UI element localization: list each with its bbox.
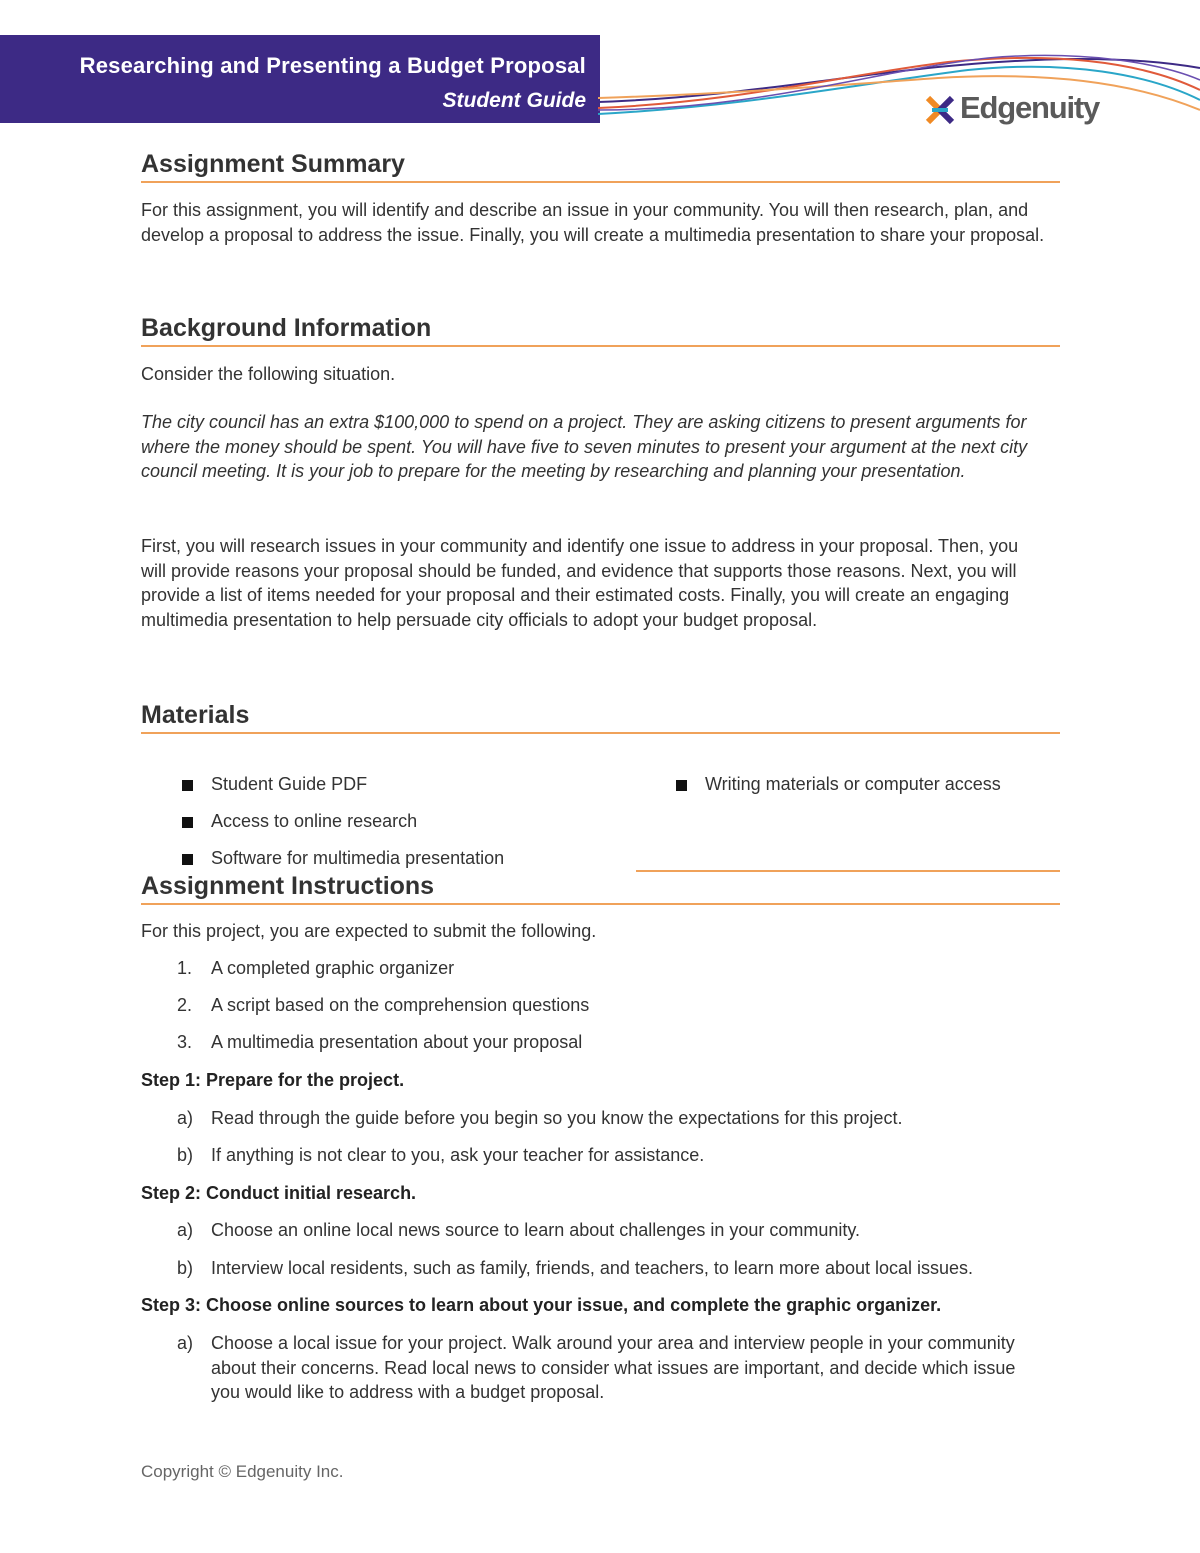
list-item: 2. A script based on the comprehension questions (177, 995, 590, 1015)
section-heading-background: Background Information (141, 314, 1060, 347)
step-3-title: Step 3: Choose online sources to learn about your issue, and complete the graphic organizer. (141, 1295, 942, 1315)
list-item: Software for multimedia presentation (182, 848, 504, 869)
list-item: 1. A completed graphic organizer (177, 958, 455, 978)
section-heading-instructions: Assignment Instructions (141, 872, 1060, 905)
background-body: First, you will research issues in your community and identify one issue to address in your proposal. Then, you will provide reasons your proposal should be funded, and evidence that supports those reasons. Next, you will provide a list of items needed for your proposal and their estimated costs. Finally, you will create an engaging multimedia presentation to help persuade city officials to adopt your budget proposal. (141, 536, 1019, 630)
section-heading-materials: Materials (141, 701, 1060, 734)
list-item: a) Choose an online local news source to learn about challenges in your community. (177, 1220, 861, 1240)
summary-text: For this assignment, you will identify and describe an issue in your community. You will then research, plan, and develop a proposal to address the issue. Finally, you will create a multimedia presentation to share your proposal. (141, 200, 1045, 245)
background-intro: Consider the following situation. (141, 364, 396, 384)
list-item: Access to online research (182, 811, 417, 832)
step-1-title: Step 1: Prepare for the project. (141, 1070, 405, 1090)
section-heading-summary: Assignment Summary (141, 150, 1060, 183)
list-item: a) Read through the guide before you begin so you know the expectations for this project. (177, 1108, 903, 1128)
footer-copyright: Copyright © Edgenuity Inc. (141, 1462, 344, 1481)
list-item: Writing materials or computer access (676, 774, 1001, 795)
header-banner (0, 35, 600, 123)
decorative-waves-icon (598, 40, 1200, 130)
list-item: b) Interview local residents, such as family, friends, and teachers, to learn more about local issues. (177, 1258, 974, 1278)
list-item: Student Guide PDF (182, 774, 367, 795)
document-title: Researching and Presenting a Budget Proposal (79, 53, 586, 78)
instructions-intro: For this project, you are expected to submit the following. (141, 921, 597, 941)
background-scenario: The city council has an extra $100,000 to spend on a project. They are asking citizens to present arguments for where the money should be spent. You will have five to seven minutes to present your argument at the next city council meeting. It is your job to prepare for the meeting by researching and planning your presentation. (141, 412, 1028, 482)
list-item: b) If anything is not clear to you, ask your teacher for assistance. (177, 1145, 705, 1165)
logo-text: Edgenuity (960, 90, 1100, 125)
step-2-title: Step 2: Conduct initial research. (141, 1183, 417, 1203)
list-item: a) Choose a local issue for your project. Walk around your area and interview people in your community about their concerns. Read local news to consider what issues are important, and decide which issue you would like to address with a budget proposal. (177, 1333, 1016, 1403)
document-subtitle: Student Guide (442, 89, 586, 112)
list-item: 3. A multimedia presentation about your proposal (177, 1032, 583, 1052)
